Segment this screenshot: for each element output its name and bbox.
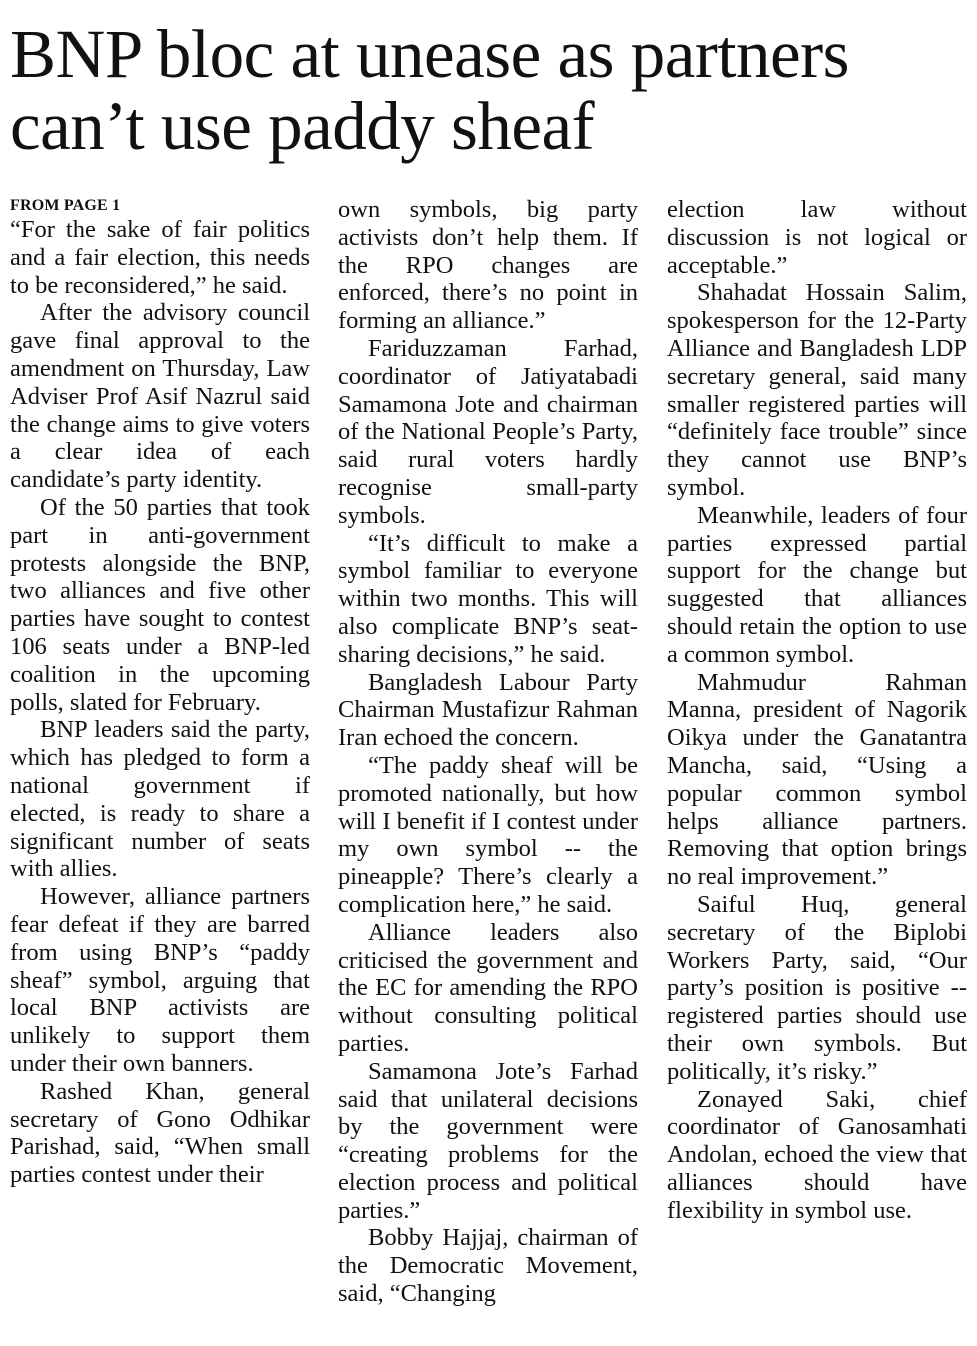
article-paragraph: Fariduzzaman Farhad, coordinator of Jatiyatabadi Samamona Jote and chairman of the National People’s Party, said rural voters hardly recognise small-party symbols. — [338, 334, 638, 529]
article-paragraph: “For the sake of fair politics and a fair election, this needs to be reconsidered,” he said. — [10, 216, 310, 299]
article-paragraph: Of the 50 parties that took part in anti-government protests alongside the BNP, two alliances and five other parties have sought to contest 106 seats under a BNP-led coalition in the upcoming polls, slated for February. — [10, 493, 310, 716]
kicker-from-page: FROM PAGE 1 — [10, 197, 121, 214]
article-paragraph: Bobby Hajjaj, chairman of the Democratic Movement, said, “Changing — [338, 1224, 638, 1308]
article-paragraph: Mahmudur Rahman Manna, president of Nagorik Oikya under the Ganatantra Mancha, said, “Using a popular common symbol helps alliance partners. Removing that option brings no real improvement.” — [667, 668, 967, 891]
article-paragraph: Saiful Huq, general secretary of the Biplobi Workers Party, said, “Our party’s position is positive -- registered parties should use their own symbols. But politically, it’s risky.” — [667, 890, 967, 1085]
article-paragraph: Samamona Jote’s Farhad said that unilateral decisions by the government were “creating problems for the election process and political parties.” — [338, 1057, 638, 1224]
article-column-3 — [667, 196, 967, 1224]
article-paragraph: Rashed Khan, general secretary of Gono Odhikar Parishad, said, “When small parties contest under their — [10, 1077, 310, 1189]
article-paragraph: Meanwhile, leaders of four parties expressed partial support for the change but suggested that alliances should retain the option to use a common symbol. — [667, 501, 967, 668]
article-column-2 — [338, 196, 638, 1308]
article-paragraph: “The paddy sheaf will be promoted nationally, but how will I benefit if I contest under my own symbol -- the pineapple? There’s clearly a complication here,” he said. — [338, 751, 638, 918]
article-paragraph: Zonayed Saki, chief coordinator of Ganosamhati Andolan, echoed the view that alliances should have flexibility in symbol use. — [667, 1085, 967, 1224]
article-paragraph: “It’s difficult to make a symbol familiar to everyone within two months. This will also complicate BNP’s seat-sharing decisions,” he said. — [338, 529, 638, 668]
article-paragraph: Bangladesh Labour Party Chairman Mustafizur Rahman Iran echoed the concern. — [338, 668, 638, 752]
article-column-1 — [10, 196, 310, 1189]
article-paragraph: BNP leaders said the party, which has pledged to form a national government if elected, is ready to share a significant number of seats with allies. — [10, 716, 310, 883]
article-paragraph: Shahadat Hossain Salim, spokesperson for the 12-Party Alliance and Bangladesh LDP secretary general, said many smaller registered parties will “definitely face trouble” since they cannot use BNP’s symbol. — [667, 279, 967, 501]
headline: BNP bloc at unease as partners can’t use paddy sheaf — [10, 16, 849, 164]
article-paragraph: After the advisory council gave final approval to the amendment on Thursday, Law Adviser Prof Asif Nazrul said the change aims to give voters a clear idea of each candidate’s party identity. — [10, 299, 310, 494]
article-paragraph: Alliance leaders also criticised the government and the EC for amending the RPO without consulting political parties. — [338, 918, 638, 1057]
article-paragraph: election law without discussion is not logical or acceptable.” — [667, 196, 967, 279]
article-paragraph: own symbols, big party activists don’t help them. If the RPO changes are enforced, there’s no point in forming an alliance.” — [338, 196, 638, 335]
article-paragraph: However, alliance partners fear defeat if they are barred from using BNP’s “paddy sheaf” symbol, arguing that local BNP activists are unlikely to support them under their own banners. — [10, 883, 310, 1077]
